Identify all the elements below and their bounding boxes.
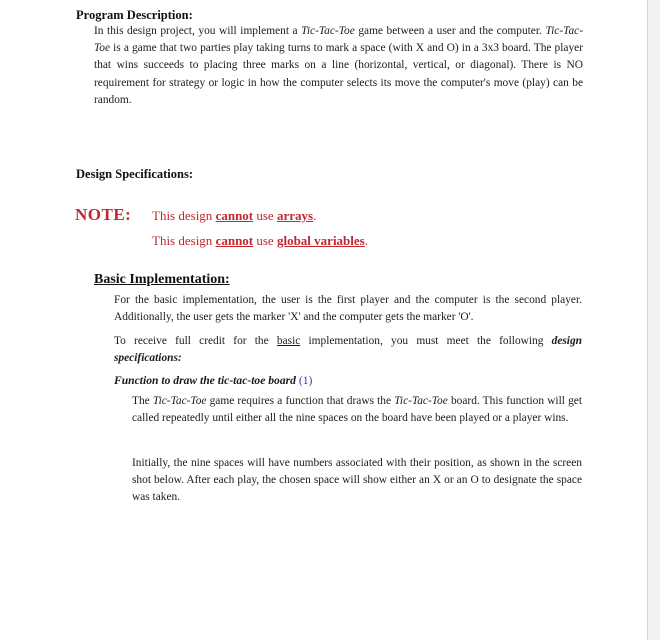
function-draw-board-paragraph [132, 393, 582, 427]
note-keyword-cannot: cannot [215, 233, 254, 248]
game-name: Tic-Tac-Toe [94, 25, 583, 55]
initial-board-paragraph: Initially, the nine spaces will have numbers associated with their position, as shown in the screen shot below. After each play, the chosen space will show either an X or an O to designate the space was taken. [132, 457, 582, 504]
basic-implementation-paragraph: For the basic implementation, the user is the first player and the computer is the second player. Additionally, the user gets the marker 'X' and the computer gets the marker 'O'. [114, 294, 582, 324]
program-description-text-3: is a game that two parties play taking turns to mark a space (with X and O) in a 3x3 board. The player that wins succeeds to placing three marks on a line (horizontal, vertical, or diagonal). There is NO requirement for strategy or logic in how the computer selects its move the computer's move (play) can be random. [94, 42, 583, 106]
function-draw-board-heading [114, 374, 312, 387]
basic-keyword: basic [276, 335, 301, 347]
note-keyword-cannot: cannot [215, 208, 254, 223]
design-spec-intro-text: implementation, you must meet the following [300, 335, 552, 347]
note-target-global-variables: global variables [276, 233, 365, 248]
function-draw-board-ref: (1) [298, 374, 313, 387]
function-draw-text: The [132, 395, 153, 407]
program-description-paragraph [94, 23, 583, 109]
function-draw-text: board. This function will get called repeatedly until either all the nine spaces on the board have been played or a player wins. [132, 395, 582, 425]
note-no-globals [152, 233, 368, 249]
design-spec-intro-paragraph [114, 333, 582, 367]
game-name: Tic-Tac-Toe [394, 395, 448, 407]
program-description-heading: Program Description: [76, 8, 193, 22]
program-description-text-1: In this design project, you will implement a [94, 25, 302, 37]
note-text: use [253, 208, 277, 223]
note-label: NOTE: [75, 205, 132, 224]
note-text: This design [152, 233, 216, 248]
note-text: . [364, 233, 368, 248]
note-text: . [313, 208, 317, 223]
note-text: use [253, 233, 277, 248]
function-draw-board-title: Function to draw the tic-tac-toe board [114, 374, 296, 387]
design-specifications-heading: Design Specifications: [76, 167, 194, 181]
game-name: Tic-Tac-Toe [301, 25, 355, 37]
note-no-arrays [152, 208, 316, 224]
note-text: This design [152, 208, 216, 223]
basic-implementation-heading: Basic Implementation: [94, 272, 230, 287]
design-spec-intro-text: To receive full credit for the [114, 335, 277, 347]
program-description-text-2: game between a user and the computer. [354, 25, 546, 37]
function-draw-text: game requires a function that draws the [206, 395, 395, 407]
game-name: Tic-Tac-Toe [152, 395, 207, 407]
viewer-scroll-gutter[interactable] [648, 0, 660, 640]
design-specifications-emphasis: design specifications: [114, 335, 583, 365]
note-target-arrays: arrays [276, 208, 314, 223]
